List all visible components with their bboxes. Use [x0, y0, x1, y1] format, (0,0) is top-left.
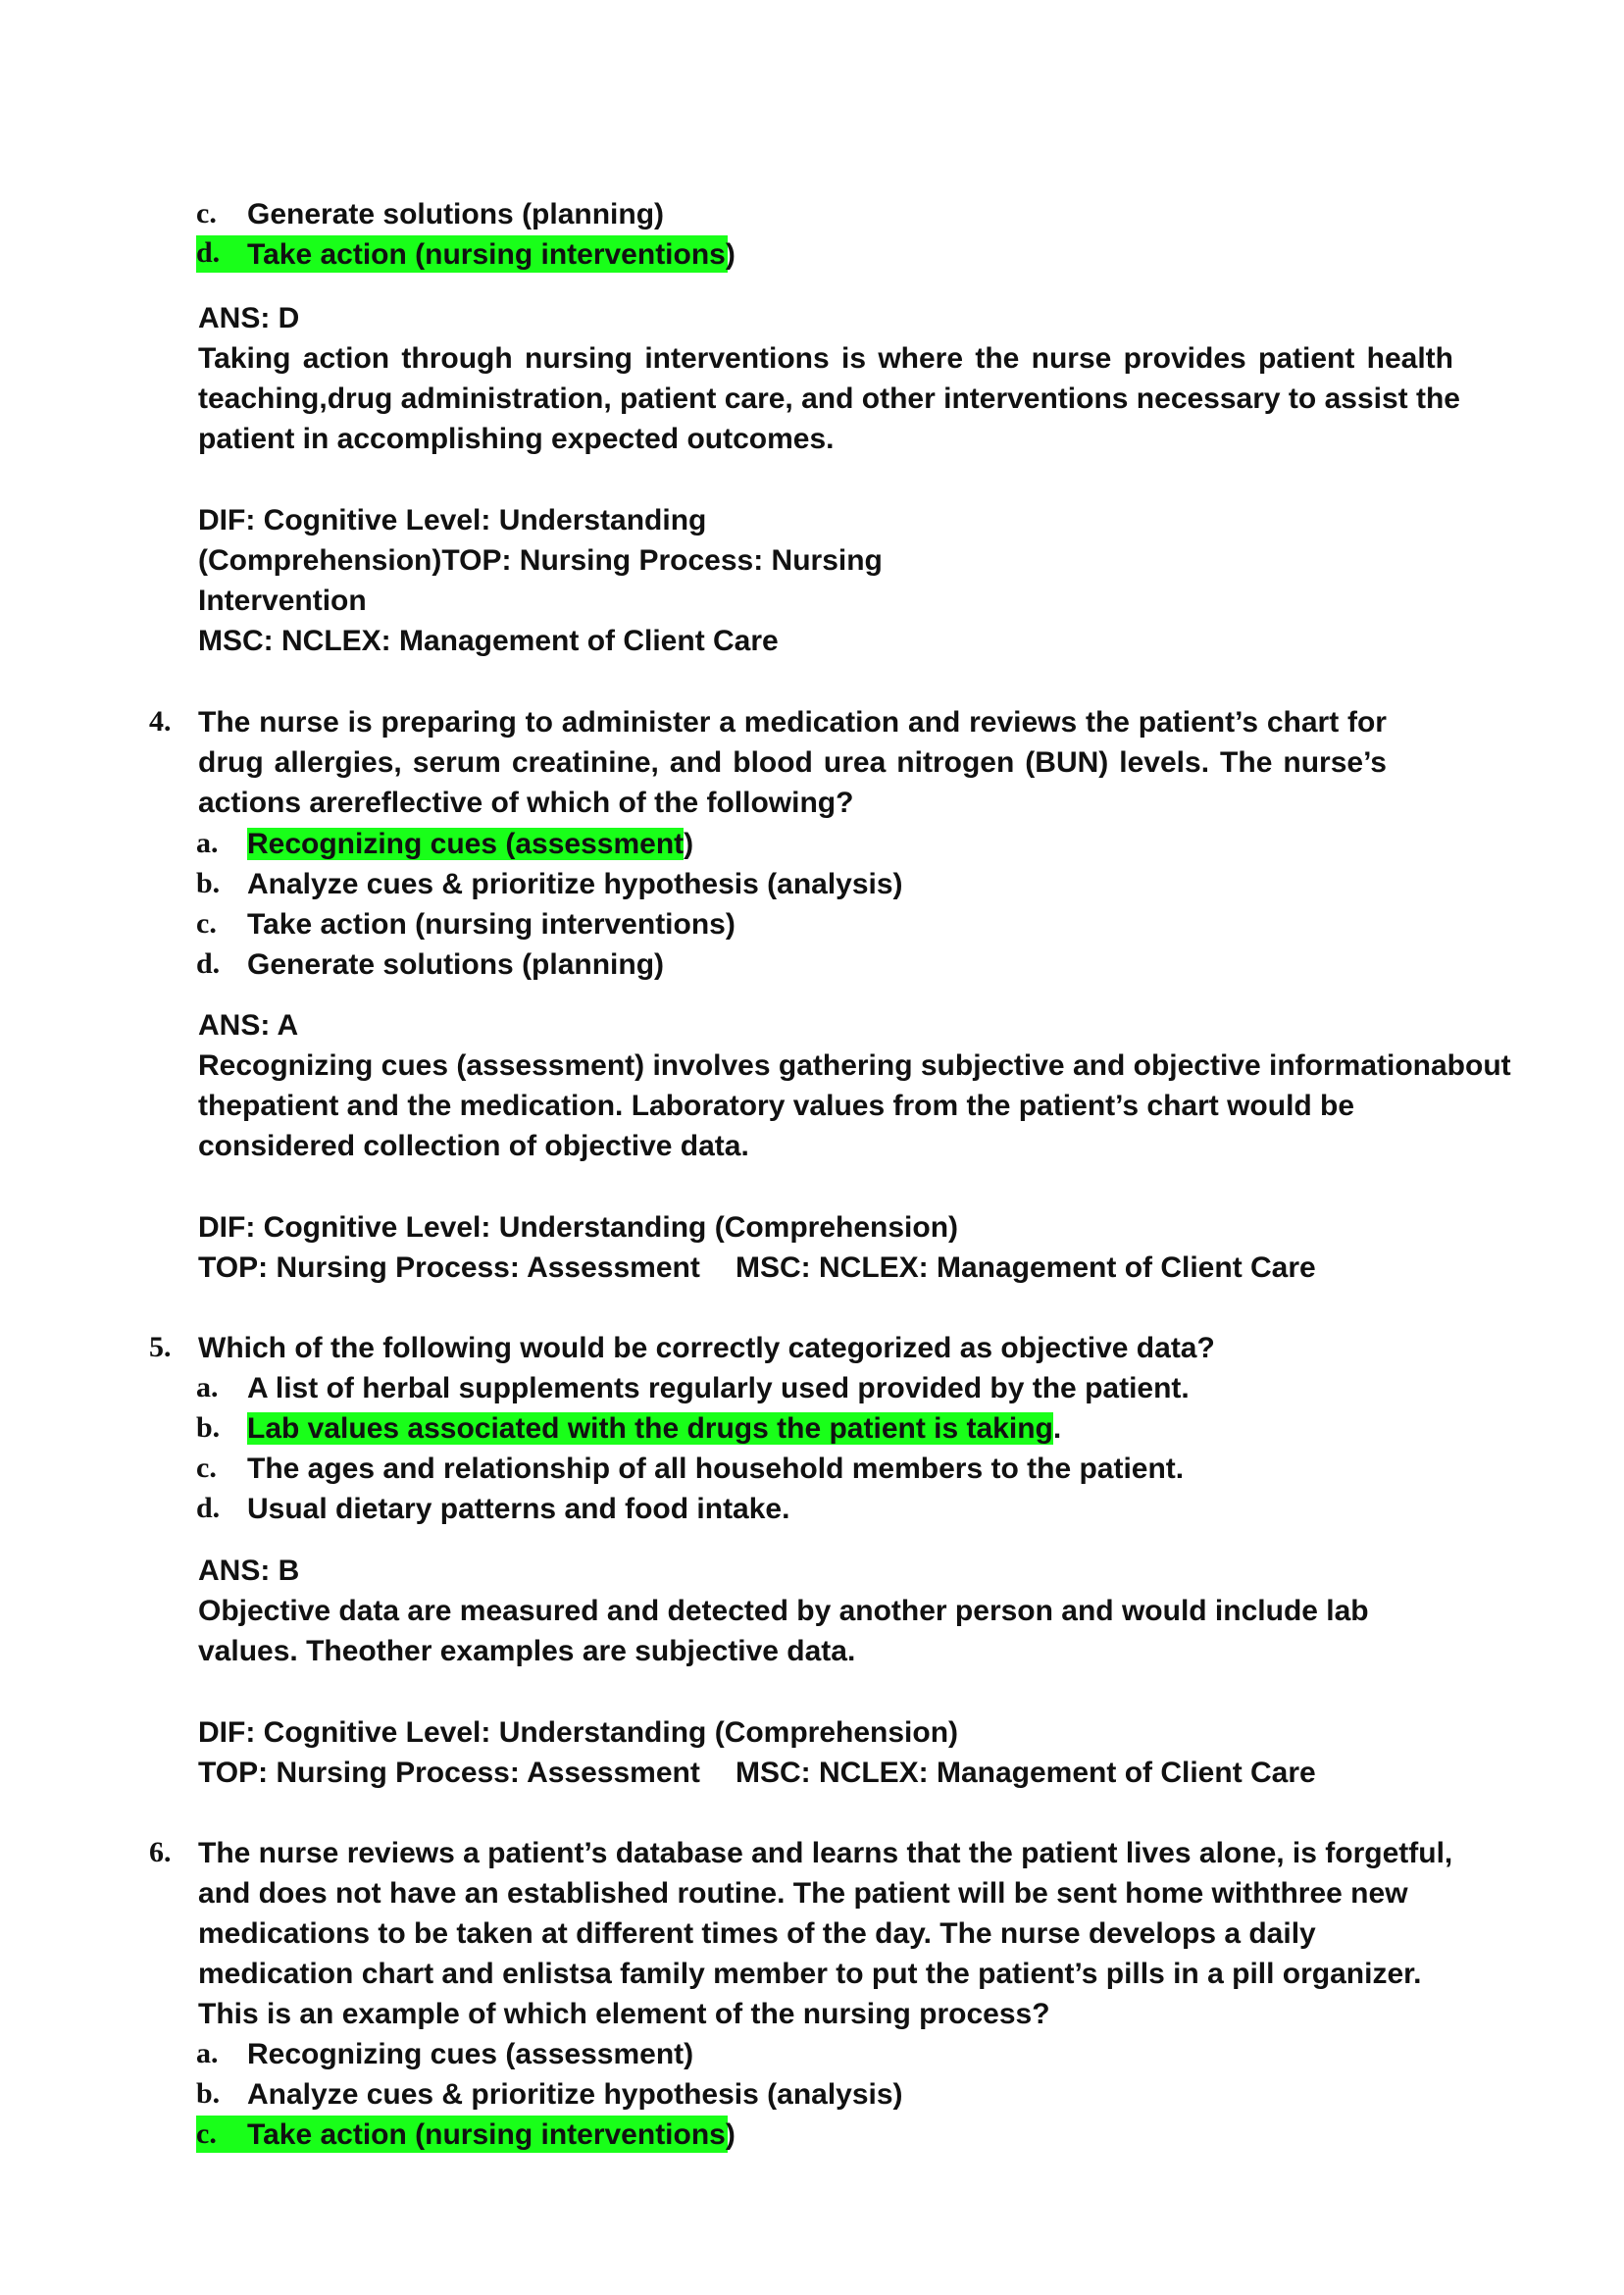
meta-line: DIF: Cognitive Level: Understanding (Comprehension) [198, 1211, 959, 1244]
option-letter: b. [196, 867, 221, 899]
option-letter: b. [196, 2077, 221, 2110]
question-number: 6. [149, 1836, 172, 1868]
rationale-line: Objective data are measured and detected by another person and would include lab [198, 1595, 1369, 1627]
option-letter: c. [196, 197, 217, 230]
meta-line: (Comprehension)TOP: Nursing Process: Nursing [198, 544, 883, 577]
option-letter: c. [196, 1452, 217, 1484]
meta-line: TOP: Nursing Process: Assessment [198, 1251, 700, 1284]
meta-line: MSC: NCLEX: Management of Client Care [736, 1757, 1316, 1789]
option-text-correct: Lab values associated with the drugs the patient is taking. [247, 1412, 1062, 1445]
option-letter: a. [196, 1371, 219, 1403]
option-text: Recognizing cues (assessment) [247, 2038, 694, 2070]
meta-line: TOP: Nursing Process: Assessment [198, 1757, 700, 1789]
option-text: Analyze cues & prioritize hypothesis (analysis) [247, 868, 903, 900]
question-stem-line: actions arereflective of which of the following? [198, 787, 854, 819]
answer-key: ANS: A [198, 1009, 299, 1042]
meta-line: MSC: NCLEX: Management of Client Care [198, 625, 779, 657]
rationale-line: teaching,drug administration, patient care, and other interventions necessary to assist the [198, 382, 1460, 415]
question-number: 5. [149, 1331, 172, 1363]
question-number: 4. [149, 705, 172, 738]
option-letter: d. [196, 236, 221, 269]
option-letter: b. [196, 1411, 221, 1444]
question-stem-line: medication chart and enlistsa family member to put the patient’s pills in a pill organizer. [198, 1958, 1422, 1990]
option-letter: d. [196, 1492, 221, 1524]
rationale-line: Taking action through nursing interventions is where the nurse provides patient health [198, 342, 1453, 375]
option-text: Generate solutions (planning) [247, 948, 665, 981]
rationale-line: patient in accomplishing expected outcomes. [198, 423, 835, 455]
meta-line: MSC: NCLEX: Management of Client Care [736, 1251, 1316, 1284]
answer-key: ANS: D [198, 302, 300, 334]
option-letter: d. [196, 947, 221, 980]
option-text: Usual dietary patterns and food intake. [247, 1493, 790, 1525]
answer-key: ANS: B [198, 1555, 300, 1587]
meta-line: DIF: Cognitive Level: Understanding [198, 504, 707, 536]
option-text: Analyze cues & prioritize hypothesis (analysis) [247, 2078, 903, 2111]
question-stem-line: and does not have an established routine. The patient will be sent home withthree new [198, 1877, 1408, 1910]
question-stem-line: The nurse is preparing to administer a medication and reviews the patient’s chart for [198, 706, 1387, 739]
meta-line: DIF: Cognitive Level: Understanding (Comprehension) [198, 1716, 959, 1749]
option-text: Generate solutions (planning) [247, 198, 665, 230]
rationale-line: Recognizing cues (assessment) involves gathering subjective and objective informationabout [198, 1049, 1511, 1082]
option-text: Take action (nursing interventions) [247, 908, 736, 941]
rationale-line: thepatient and the medication. Laboratory values from the patient’s chart would be [198, 1090, 1355, 1122]
option-text: The ages and relationship of all household members to the patient. [247, 1453, 1185, 1485]
question-stem-line: medications to be taken at different times of the day. The nurse develops a daily [198, 1917, 1316, 1950]
option-text: A list of herbal supplements regularly used provided by the patient. [247, 1372, 1190, 1404]
option-text-correct: Take action (nursing interventions) [247, 238, 736, 271]
option-text-correct: Recognizing cues (assessment) [247, 828, 694, 860]
question-stem-line: This is an example of which element of the nursing process? [198, 1998, 1050, 2030]
rationale-line: values. Theother examples are subjective data. [198, 1635, 856, 1667]
rationale-line: considered collection of objective data. [198, 1130, 749, 1162]
question-stem-line: The nurse reviews a patient’s database and learns that the patient lives alone, is forgetful, [198, 1837, 1453, 1869]
option-letter: a. [196, 827, 219, 859]
option-text-correct: Take action (nursing interventions) [247, 2118, 736, 2151]
option-letter: c. [196, 907, 217, 940]
meta-line: Intervention [198, 585, 367, 617]
question-stem-line: drug allergies, serum creatinine, and blood urea nitrogen (BUN) levels. The nurse’s [198, 746, 1387, 779]
option-letter: a. [196, 2037, 219, 2069]
question-stem-line: Which of the following would be correctly categorized as objective data? [198, 1332, 1215, 1364]
option-letter: c. [196, 2117, 217, 2150]
